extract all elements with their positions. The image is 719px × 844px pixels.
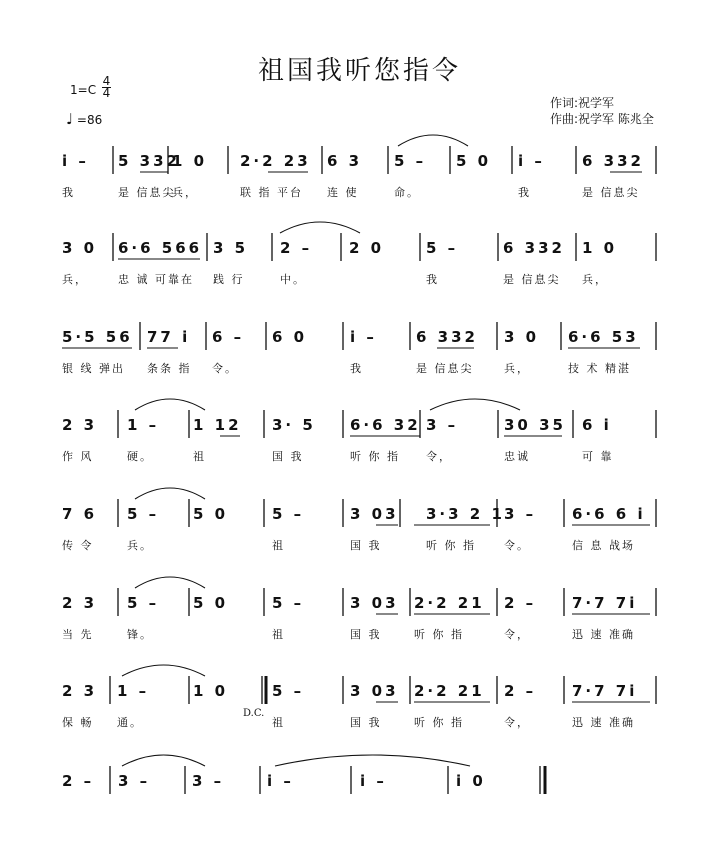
- measure: 7 6: [62, 505, 98, 523]
- lyric: 联 指 平台: [240, 186, 303, 199]
- measure: 7·7 7i: [572, 594, 638, 612]
- tie-arc: [122, 665, 205, 676]
- measure: i –: [350, 328, 377, 346]
- lyric: 祖: [272, 716, 285, 729]
- lyric: 迅 速 准确: [572, 716, 635, 729]
- lyric: 兵，: [504, 362, 530, 375]
- measure: i –: [62, 152, 89, 170]
- measure: 6 332: [416, 328, 478, 346]
- lyric: 迅 速 准确: [572, 628, 635, 641]
- measure: 6 i: [582, 416, 612, 434]
- lyric: 我: [518, 186, 531, 199]
- measure: i –: [267, 772, 294, 790]
- measure: 3 03: [350, 594, 399, 612]
- lyric: 条条 指: [147, 362, 192, 375]
- measure: 2 –: [504, 682, 537, 700]
- lyric: 硬。: [127, 450, 153, 463]
- lyric: 兵，: [172, 186, 198, 199]
- measure: 2 –: [504, 594, 537, 612]
- lyric: 是 信息尖: [416, 362, 474, 375]
- measure: 5 –: [272, 505, 305, 523]
- measure: 6·6 32: [350, 416, 421, 434]
- composer: 作曲:祝学军 陈兆全: [550, 112, 654, 126]
- quarter-note-icon: ♩: [66, 110, 74, 128]
- measure: 3 –: [118, 772, 151, 790]
- lyric: 我: [426, 273, 439, 286]
- measure: 5 –: [272, 594, 305, 612]
- measure: 5 –: [426, 239, 459, 257]
- time-signature-top: 4: [102, 74, 111, 88]
- measure: 6·6 6 i: [572, 505, 646, 523]
- lyric: 忠 诚 可靠在: [118, 273, 194, 286]
- tie-arc: [135, 577, 205, 588]
- measure: 5 0: [193, 594, 229, 612]
- lyric: 忠诚: [504, 450, 530, 463]
- lyric: 锋。: [127, 628, 153, 641]
- measure: 6 332: [582, 152, 644, 170]
- lyric: 是 信息尖: [118, 186, 176, 199]
- measure: 1 0: [193, 682, 229, 700]
- tie-arc: [135, 399, 205, 410]
- measure: 1 –: [127, 416, 160, 434]
- measure: 2 3: [62, 416, 98, 434]
- measure: 77 i: [147, 328, 191, 346]
- measure: 3 –: [504, 505, 537, 523]
- lyric: 命。: [394, 186, 420, 199]
- measure: 3 5: [213, 239, 249, 257]
- tie-arc: [122, 755, 205, 766]
- measure: 1 0: [582, 239, 618, 257]
- measure: 6·6 566: [118, 239, 203, 257]
- measure: 7·7 7i: [572, 682, 638, 700]
- measure: 1 12: [193, 416, 242, 434]
- measure: i 0: [456, 772, 486, 790]
- measure: 5 0: [456, 152, 492, 170]
- lyric: 是 信息尖: [582, 186, 640, 199]
- measure: 3 03: [350, 505, 399, 523]
- lyric: 祖: [272, 628, 285, 641]
- measure: 2·2 21: [414, 594, 485, 612]
- measure: 3 0: [62, 239, 98, 257]
- lyric: 中。: [280, 273, 306, 286]
- measure: 3·3 2 1: [426, 505, 505, 523]
- lyric: 祖: [193, 450, 206, 463]
- lyric: 连 使: [327, 186, 359, 199]
- lyric: 听 你 指: [426, 539, 476, 552]
- lyric: 我: [62, 186, 75, 199]
- lyric: 令，: [426, 450, 452, 463]
- measure: 1 0: [172, 152, 208, 170]
- measure: 6 3: [327, 152, 363, 170]
- measure: 30 35: [504, 416, 566, 434]
- tempo-value: =86: [76, 113, 103, 127]
- measure: 2 –: [280, 239, 313, 257]
- lyric: 信 息 战场: [572, 539, 635, 552]
- measure: 2 3: [62, 682, 98, 700]
- lyric: 兵，: [62, 273, 88, 286]
- measure: 5·5 56: [62, 328, 133, 346]
- key-label: 1=C: [70, 83, 97, 97]
- measure: 3 –: [426, 416, 459, 434]
- lyric: 作 风: [62, 450, 94, 463]
- lyric: 通。: [117, 716, 143, 729]
- measure: 6 332: [503, 239, 565, 257]
- lyric: 令。: [504, 539, 530, 552]
- measure: 2 –: [62, 772, 95, 790]
- lyric: 传 令: [62, 539, 94, 552]
- lyric: 践 行: [213, 273, 245, 286]
- measure: 6 0: [272, 328, 308, 346]
- lyric: 听 你 指: [414, 628, 464, 641]
- lyric: 令，: [504, 628, 530, 641]
- lyric: 国 我: [350, 539, 382, 552]
- lyric: 令，: [504, 716, 530, 729]
- measure: 2 0: [349, 239, 385, 257]
- measure: 1 –: [117, 682, 150, 700]
- measure: 5 332: [118, 152, 180, 170]
- measure: 5 0: [193, 505, 229, 523]
- lyric: 当 先: [62, 628, 94, 641]
- lyric: 令。: [212, 362, 238, 375]
- lyric: 技 术 精湛: [568, 362, 631, 375]
- tie-arc: [135, 488, 205, 499]
- song-title: 祖国我听您指令: [257, 56, 461, 86]
- measure: 3 03: [350, 682, 399, 700]
- measure: 5 –: [394, 152, 427, 170]
- lyric: 银 线 弹出: [62, 362, 125, 375]
- lyric: 国 我: [350, 628, 382, 641]
- measure: 3 –: [192, 772, 225, 790]
- lyric: 祖: [272, 539, 285, 552]
- lyric: 听 你 指: [350, 450, 400, 463]
- lyric: 我: [350, 362, 363, 375]
- measure: i –: [518, 152, 545, 170]
- time-signature-bottom: 4: [102, 86, 111, 100]
- lyric: 是 信息尖: [503, 273, 561, 286]
- measure: 6·6 53: [568, 328, 639, 346]
- lyric: 国 我: [272, 450, 304, 463]
- measure: 5 –: [127, 594, 160, 612]
- lyric: 兵。: [127, 539, 153, 552]
- measure: 3 0: [504, 328, 540, 346]
- measure: 2·2 21: [414, 682, 485, 700]
- measure: 6 –: [212, 328, 245, 346]
- lyric: 国 我: [350, 716, 382, 729]
- measure: 2·2 23: [240, 152, 311, 170]
- tie-arc: [280, 222, 360, 233]
- tie-arc: [275, 755, 470, 766]
- lyricist: 作词:祝学军: [550, 96, 615, 110]
- measure: i –: [360, 772, 387, 790]
- lyric: 听 你 指: [414, 716, 464, 729]
- lyric: 可 靠: [582, 450, 614, 463]
- tie-arc: [398, 135, 468, 146]
- lyric: 兵，: [582, 273, 608, 286]
- tie-arc: [430, 399, 520, 410]
- measure: 2 3: [62, 594, 98, 612]
- lyric: 保 畅: [62, 716, 94, 729]
- measure: 3· 5: [272, 416, 316, 434]
- measure: 5 –: [127, 505, 160, 523]
- dc-mark: D.C.: [243, 708, 265, 719]
- measure: 5 –: [272, 682, 305, 700]
